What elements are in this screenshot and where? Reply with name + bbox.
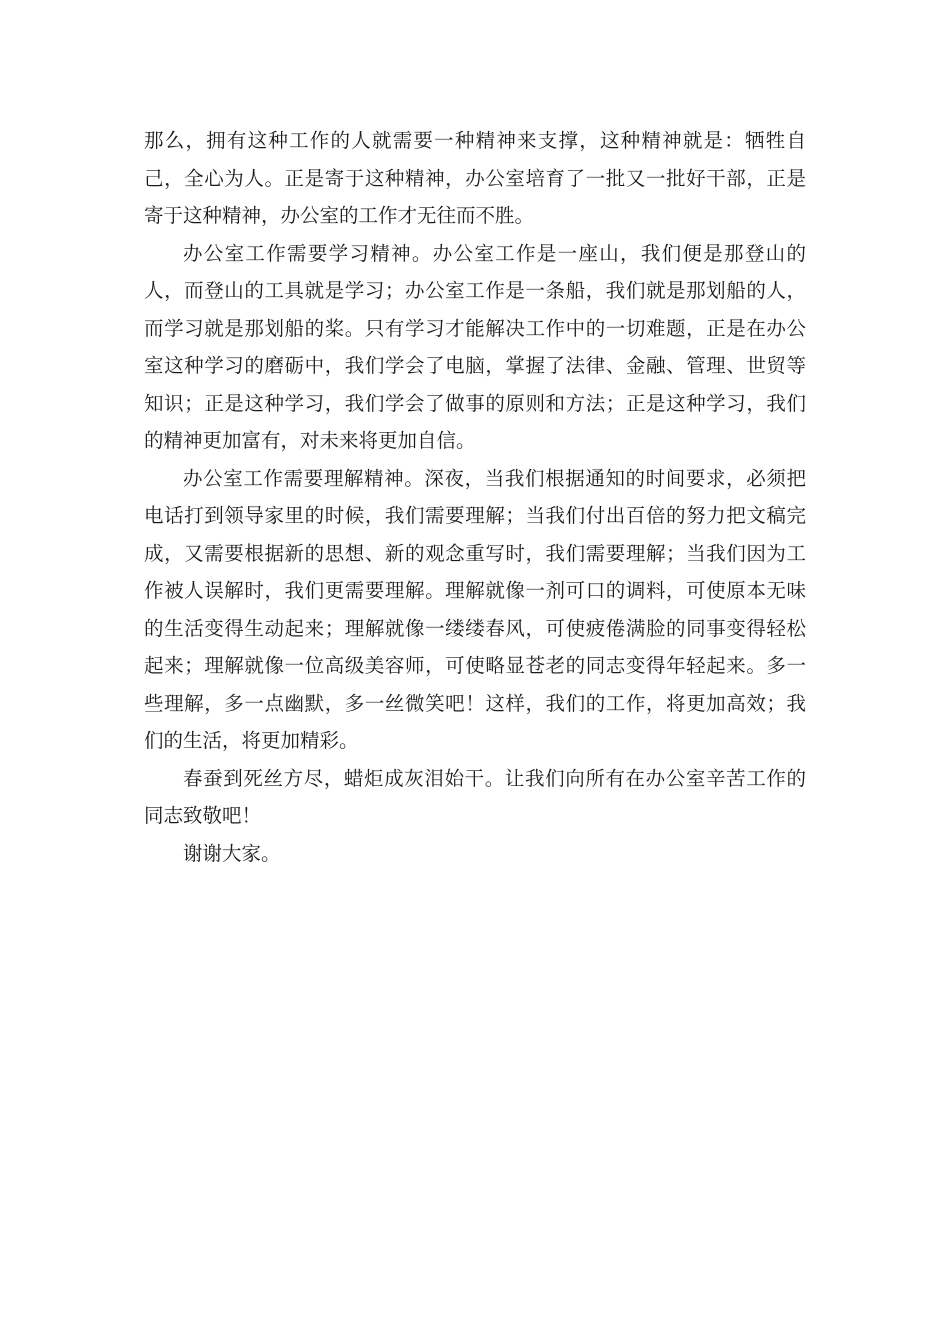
document-body bbox=[144, 122, 806, 872]
paragraph-4: 春蚕到死丝方尽，蜡炬成灰泪始干。让我们向所有在办公室辛苦工作的同志致敬吧！ bbox=[144, 766, 806, 827]
paragraph-5: 谢谢大家。 bbox=[183, 841, 281, 865]
paragraph-2: 办公室工作需要学习精神。办公室工作是一座山，我们便是那登山的人，而登山的工具就是学习；办公室工作是一条船，我们就是那划船的人，而学习就是那划船的桨。只有学习才能解决工作中的一切难题，正是在办公室这种学习的磨砺中，我们学会了电脑，掌握了法律、金融、管理、世贸等知识；正是这种学习，我们学会了做事的原则和方法；正是这种学习，我们的精神更加富有，对未来将更加自信。 bbox=[144, 241, 806, 452]
paragraph-1: 那么，拥有这种工作的人就需要一种精神来支撑，这种精神就是：牺牲自己，全心为人。正是寄于这种精神，办公室培育了一批又一批好干部，正是寄于这种精神，办公室的工作才无往而不胜。 bbox=[144, 129, 806, 227]
paragraph-3: 办公室工作需要理解精神。深夜，当我们根据通知的时间要求，必须把电话打到领导家里的时候，我们需要理解；当我们付出百倍的努力把文稿完成，又需要根据新的思想、新的观念重写时，我们需要理解；当我们因为工作被人误解时，我们更需要理解。理解就像一剂可口的调料，可使原本无味的生活变得生动起来；理解就像一缕缕春风，可使疲倦满脸的同事变得轻松起来；理解就像一位高级美容师，可使略显苍老的同志变得年轻起来。多一些理解，多一点幽默，多一丝微笑吧！这样，我们的工作，将更加高效；我们的生活，将更加精彩。 bbox=[144, 466, 806, 752]
